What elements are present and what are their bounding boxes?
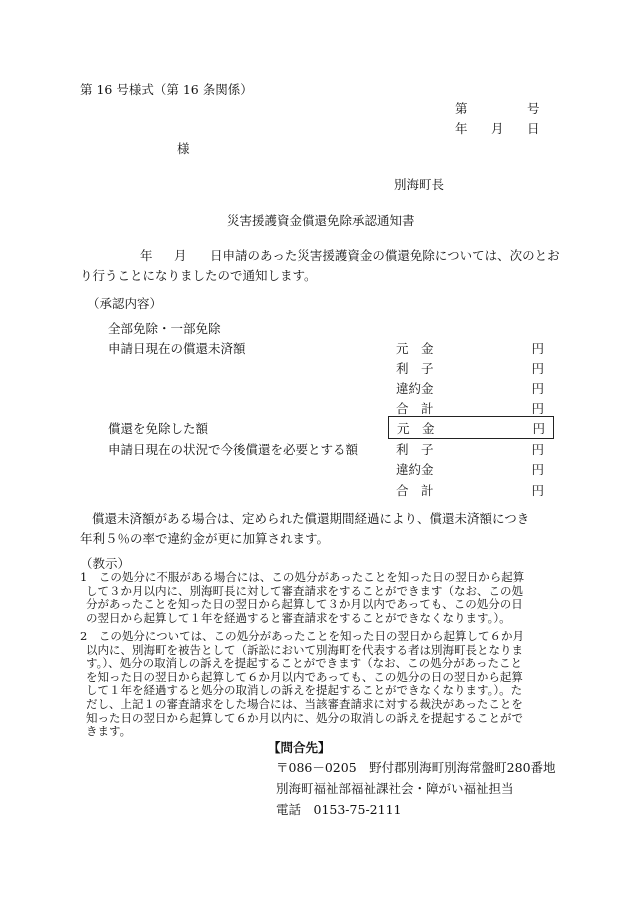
total-label: 合 計	[396, 483, 434, 498]
total-label: 合 計	[396, 401, 434, 416]
principal-label: 元 金	[396, 341, 434, 356]
unpaid-principal-row	[388, 339, 552, 357]
document-title: 災害援護資金償還免除承認通知書	[227, 213, 415, 228]
intro-year: 年	[140, 248, 153, 263]
notice-line2: 年利５％の率で違約金が更に加算されます。	[80, 531, 330, 546]
interest-label: 利 子	[396, 442, 434, 457]
yen-label: 円	[531, 341, 544, 356]
approval-heading: （承認内容）	[87, 296, 163, 311]
contact-heading: 【問合先】	[268, 740, 331, 755]
teaching-1-line: の翌日から起算して１年を経過すると審査請求をすることができなくなります。）。	[86, 610, 511, 625]
penalty-label: 違約金	[396, 462, 434, 477]
unpaid-penalty-row	[388, 379, 552, 397]
header-go: 号	[527, 101, 540, 116]
yen-label: 円	[531, 361, 544, 376]
teaching-item-2	[80, 630, 620, 739]
remaining-total-row	[388, 481, 552, 499]
addressee-suffix: 様	[177, 141, 190, 156]
teaching-item-1	[80, 571, 620, 625]
yen-label: 円	[531, 401, 544, 416]
contact-phone: 電話 0153-75-2111	[276, 802, 402, 817]
interest-label: 利 子	[396, 361, 434, 376]
exempted-amount-label: 償還を免除した額	[108, 421, 209, 436]
notice-line1: 償還未済額がある場合は、定められた償還期間経過により、償還未済額につき	[92, 511, 530, 526]
teaching-2-line: して１年を経過すると処分の取消しの訴えを提起することができなくなります。）。た	[86, 683, 523, 698]
yen-label: 円	[531, 381, 544, 396]
intro-line1: 日申請のあった災害援護資金の償還免除については、次のとお	[210, 248, 560, 263]
exemption-type: 全部免除・一部免除	[108, 321, 221, 336]
teaching-2-line: 知った日の翌日から起算して６か月以内に、処分の取消しの訴えを提起することがで	[86, 710, 523, 725]
teaching-2-line: だし、上記１の審査請求をした場合には、当該審査請求に対する裁決があったことを	[86, 696, 523, 711]
teaching-2-line: きます。	[86, 724, 132, 739]
intro-month: 月	[174, 248, 187, 263]
yen-label: 円	[531, 442, 544, 457]
remaining-interest-row	[388, 440, 552, 458]
unpaid-interest-row	[388, 359, 552, 377]
teaching-2-line: を知った日の翌日から起算して６か月以内であっても、この処分の日の翌日から起算	[86, 669, 523, 684]
teaching-1-line: 分があったことを知った日の翌日から起算して３か月以内であっても、この処分の日	[86, 597, 523, 612]
exempted-principal-box	[388, 416, 554, 439]
remaining-amount-label: 申請日現在の状況で今後償還を必要とする額	[108, 442, 359, 457]
teaching-2-line: 以内に、別海町を被告として（訴訟において別海町を代表する者は別海町長となりま	[86, 642, 523, 657]
teaching-heading: （教示）	[80, 556, 131, 571]
unpaid-total-row	[388, 399, 552, 417]
contact-address: 〒086－0205 野付郡別海町別海常盤町280番地	[276, 760, 556, 775]
teaching-2-line: す。）、処分の取消しの訴えを提起することができます（なお、この処分があったこと	[86, 656, 522, 671]
sender: 別海町長	[394, 177, 445, 192]
yen-label: 円	[532, 421, 545, 436]
teaching-1-line: 1 この処分に不服がある場合には、この処分があったことを知った日の翌日から起算	[80, 570, 525, 584]
header-year: 年	[455, 121, 468, 136]
penalty-label: 違約金	[396, 381, 434, 396]
remaining-penalty-row	[388, 460, 552, 478]
unpaid-balance-label: 申請日現在の償還未済額	[108, 341, 246, 356]
principal-label: 元 金	[397, 421, 435, 436]
teaching-1-line: して３か月以内に、別海町長に対して審査請求をすることができます（なお、この処	[86, 583, 523, 598]
intro-line2: り行うことになりましたので通知します。	[80, 268, 317, 283]
teaching-2-line: 2 この処分については、この処分があったことを知った日の翌日から起算して６か月	[80, 629, 524, 643]
contact-department: 別海町福祉部福祉課社会・障がい福祉担当	[276, 781, 514, 796]
header-month: 月	[491, 121, 504, 136]
header-dai: 第	[455, 101, 468, 116]
yen-label: 円	[531, 462, 544, 477]
header-day: 日	[527, 121, 540, 136]
form-number: 第 16 号様式（第 16 条関係）	[80, 82, 253, 97]
yen-label: 円	[531, 483, 544, 498]
